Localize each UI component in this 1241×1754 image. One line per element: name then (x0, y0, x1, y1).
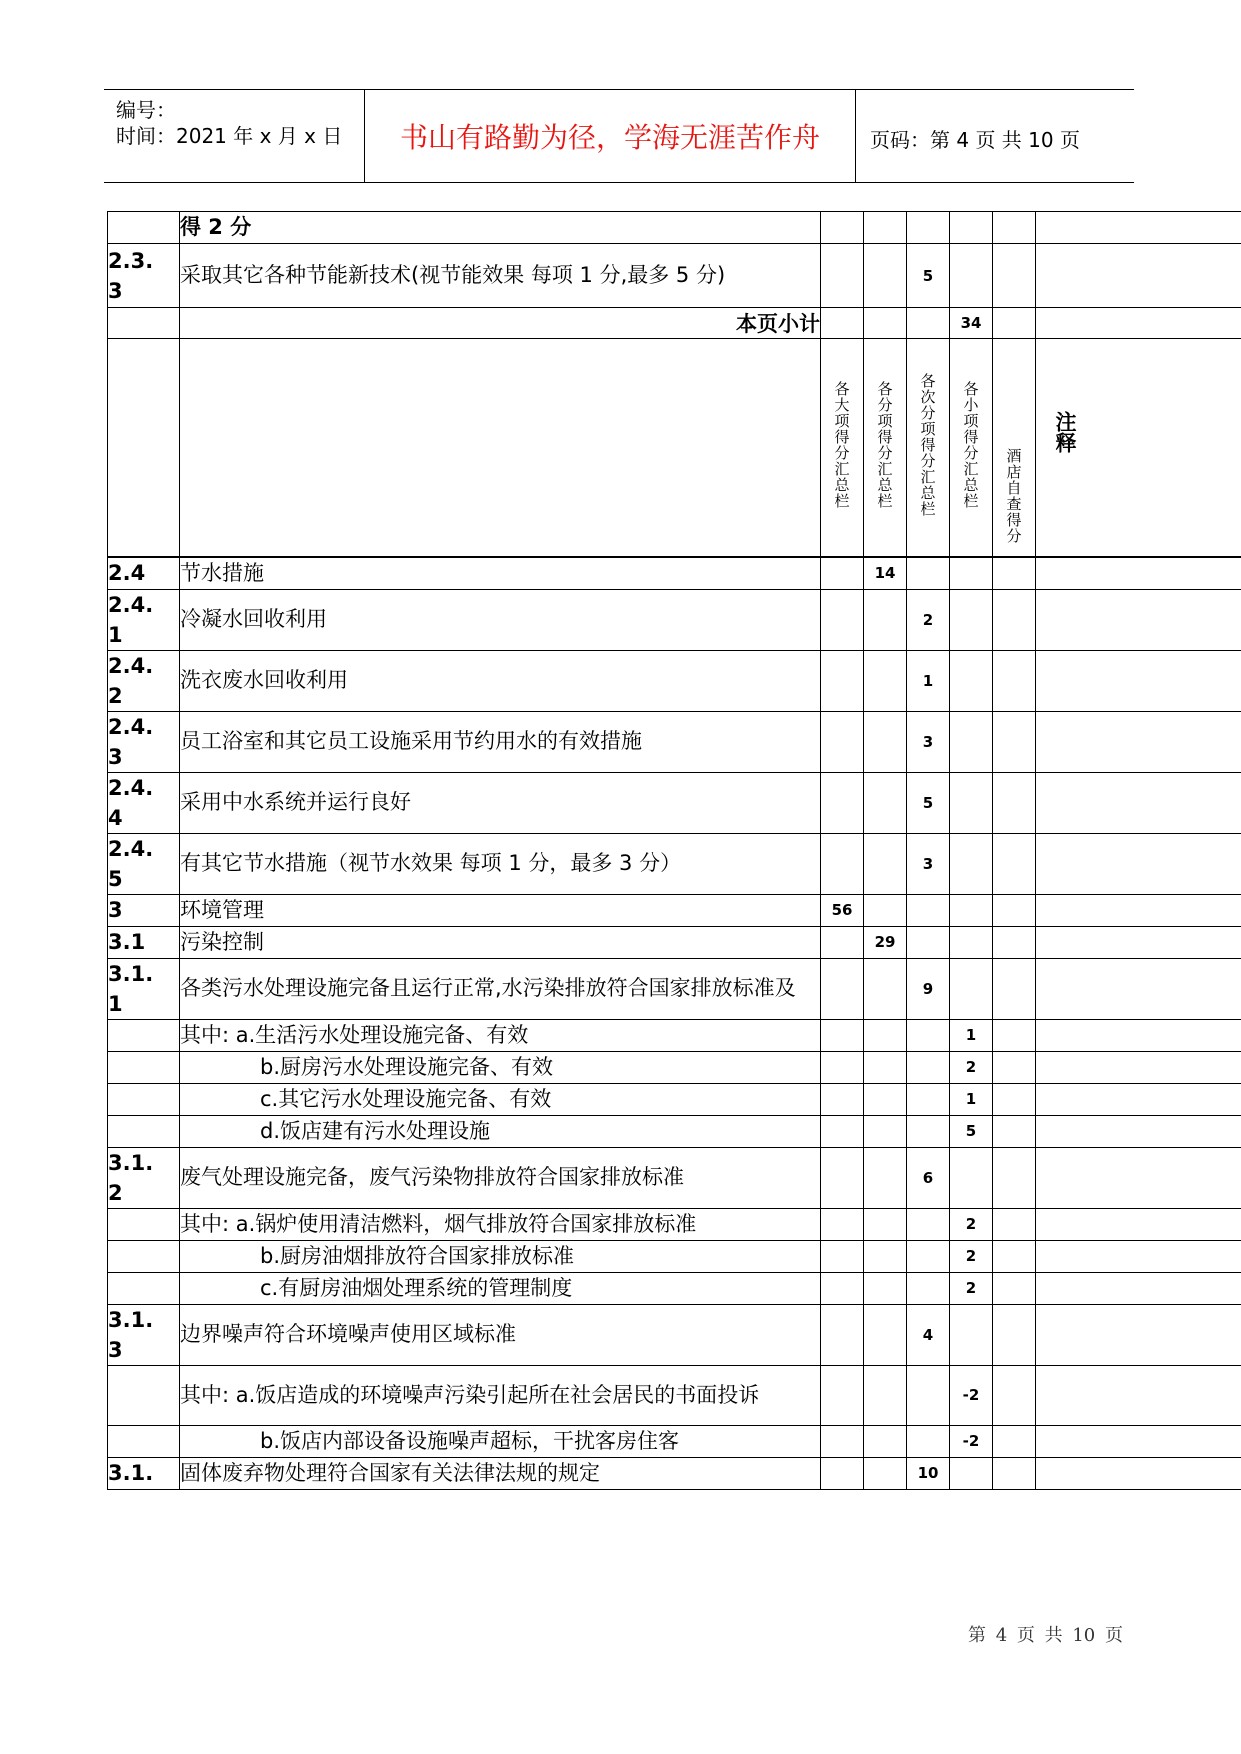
table-row (108, 308, 1241, 339)
score-cell: 5 (907, 244, 950, 308)
motto: 书山有路勤为径，学海无涯苦作舟 (399, 121, 820, 154)
table-row (108, 1304, 1241, 1365)
header-page-cell (856, 90, 1134, 182)
item-code: 3.1. 1 (108, 958, 180, 1019)
score-cell: 2 (950, 1208, 993, 1240)
table-row (108, 894, 1241, 926)
score-cell: 3 (907, 833, 950, 894)
score-cell: 2 (907, 589, 950, 650)
score-cell: 56 (821, 894, 864, 926)
document-number: 编号： (116, 98, 176, 122)
item-code: 3.1. (108, 1457, 180, 1489)
item-code: 2.3. 3 (108, 244, 180, 308)
notes-header: 注释 (1036, 339, 1241, 557)
header-meta-cell (104, 90, 365, 182)
column-header: 酒店自查得分 (993, 339, 1036, 557)
item-desc: 冷凝水回收利用 (180, 589, 821, 650)
score-cell: -2 (950, 1365, 993, 1425)
table-row (108, 650, 1241, 711)
item-desc: b.饭店内部设备设施噪声超标，干扰客房住客 (180, 1425, 821, 1457)
score-cell: 1 (950, 1083, 993, 1115)
item-desc: c.有厨房油烟处理系统的管理制度 (180, 1272, 821, 1304)
item-desc: 固体废弃物处理符合国家有关法律法规的规定 (180, 1457, 821, 1489)
score-cell: 10 (907, 1457, 950, 1489)
item-desc: b.厨房油烟排放符合国家排放标准 (180, 1240, 821, 1272)
item-desc: 各类污水处理设施完备且运行正常,水污染排放符合国家排放标准及 (180, 958, 821, 1019)
item-code: 2.4. 3 (108, 711, 180, 772)
table-row (108, 244, 1241, 308)
table-row (108, 1019, 1241, 1051)
column-header: 各小项得分汇总栏 (950, 339, 993, 557)
item-code: 3.1. 2 (108, 1147, 180, 1208)
item-desc: 废气处理设施完备，废气污染物排放符合国家排放标准 (180, 1147, 821, 1208)
score-cell: 5 (950, 1115, 993, 1147)
item-code (108, 212, 180, 244)
score-cell: 5 (907, 772, 950, 833)
table-row (108, 212, 1241, 244)
table-row (108, 833, 1241, 894)
item-code: 2.4. 4 (108, 772, 180, 833)
page-header (104, 89, 1134, 183)
table-row (108, 1083, 1241, 1115)
table-row (108, 1425, 1241, 1457)
score-cell: 6 (907, 1147, 950, 1208)
item-code: 2.4. 2 (108, 650, 180, 711)
table-row (108, 958, 1241, 1019)
score-cell: 9 (907, 958, 950, 1019)
table-row (108, 711, 1241, 772)
table-row (108, 1147, 1241, 1208)
scoring-table (107, 211, 1241, 1490)
item-code: 2.4. 1 (108, 589, 180, 650)
item-desc: 污染控制 (180, 926, 821, 958)
item-desc: c.其它污水处理设施完备、有效 (180, 1083, 821, 1115)
column-header: 各分项得分汇总栏 (864, 339, 907, 557)
score-cell: 2 (950, 1272, 993, 1304)
item-desc: 节水措施 (180, 557, 821, 590)
item-desc: 洗衣废水回收利用 (180, 650, 821, 711)
page-footer: 第 4 页 共 10 页 (968, 1625, 1123, 1646)
document-time: 时间：2021 年 x 月 x 日 (116, 124, 343, 148)
column-header: 各大项得分汇总栏 (821, 339, 864, 557)
table-row (108, 1365, 1241, 1425)
table-row (108, 1208, 1241, 1240)
table-row (108, 1457, 1241, 1489)
item-desc: 采用中水系统并运行良好 (180, 772, 821, 833)
item-desc: 其中: a.生活污水处理设施完备、有效 (180, 1019, 821, 1051)
item-desc: 其中: a.锅炉使用清洁燃料，烟气排放符合国家排放标准 (180, 1208, 821, 1240)
item-code: 3.1. 3 (108, 1304, 180, 1365)
score-cell: 2 (950, 1240, 993, 1272)
score-cell: 1 (950, 1019, 993, 1051)
item-code: 3 (108, 894, 180, 926)
score-cell: 34 (950, 308, 993, 339)
item-code: 2.4 (108, 557, 180, 590)
table-row (108, 557, 1241, 590)
score-cell: 1 (907, 650, 950, 711)
item-desc: b.厨房污水处理设施完备、有效 (180, 1051, 821, 1083)
header-motto-cell (365, 90, 856, 182)
item-desc: 得 2 分 (180, 212, 821, 244)
score-cell: 14 (864, 557, 907, 590)
score-cell: 29 (864, 926, 907, 958)
item-desc: 环境管理 (180, 894, 821, 926)
table-row (108, 1051, 1241, 1083)
table-row (108, 926, 1241, 958)
score-cell: 3 (907, 711, 950, 772)
table-row (108, 589, 1241, 650)
table-row (108, 1272, 1241, 1304)
item-desc: 采取其它各种节能新技术(视节能效果 每项 1 分,最多 5 分) (180, 244, 821, 308)
score-cell: -2 (950, 1425, 993, 1457)
item-code: 3.1 (108, 926, 180, 958)
column-header: 各次分项得分汇总栏 (907, 339, 950, 557)
table-row (108, 1240, 1241, 1272)
score-cell: 4 (907, 1304, 950, 1365)
table-row (108, 1115, 1241, 1147)
column-header-row (108, 339, 1241, 557)
item-code: 2.4. 5 (108, 833, 180, 894)
item-desc: 员工浴室和其它员工设施采用节约用水的有效措施 (180, 711, 821, 772)
score-cell: 2 (950, 1051, 993, 1083)
page-number: 页码：第 4 页 共 10 页 (870, 128, 1080, 152)
item-desc: 其中: a.饭店造成的环境噪声污染引起所在社会居民的书面投诉 (180, 1365, 821, 1425)
subtotal-label: 本页小计 (180, 308, 821, 339)
table-row (108, 772, 1241, 833)
item-desc: d.饭店建有污水处理设施 (180, 1115, 821, 1147)
item-desc: 有其它节水措施（视节水效果 每项 1 分，最多 3 分） (180, 833, 821, 894)
item-desc: 边界噪声符合环境噪声使用区域标准 (180, 1304, 821, 1365)
